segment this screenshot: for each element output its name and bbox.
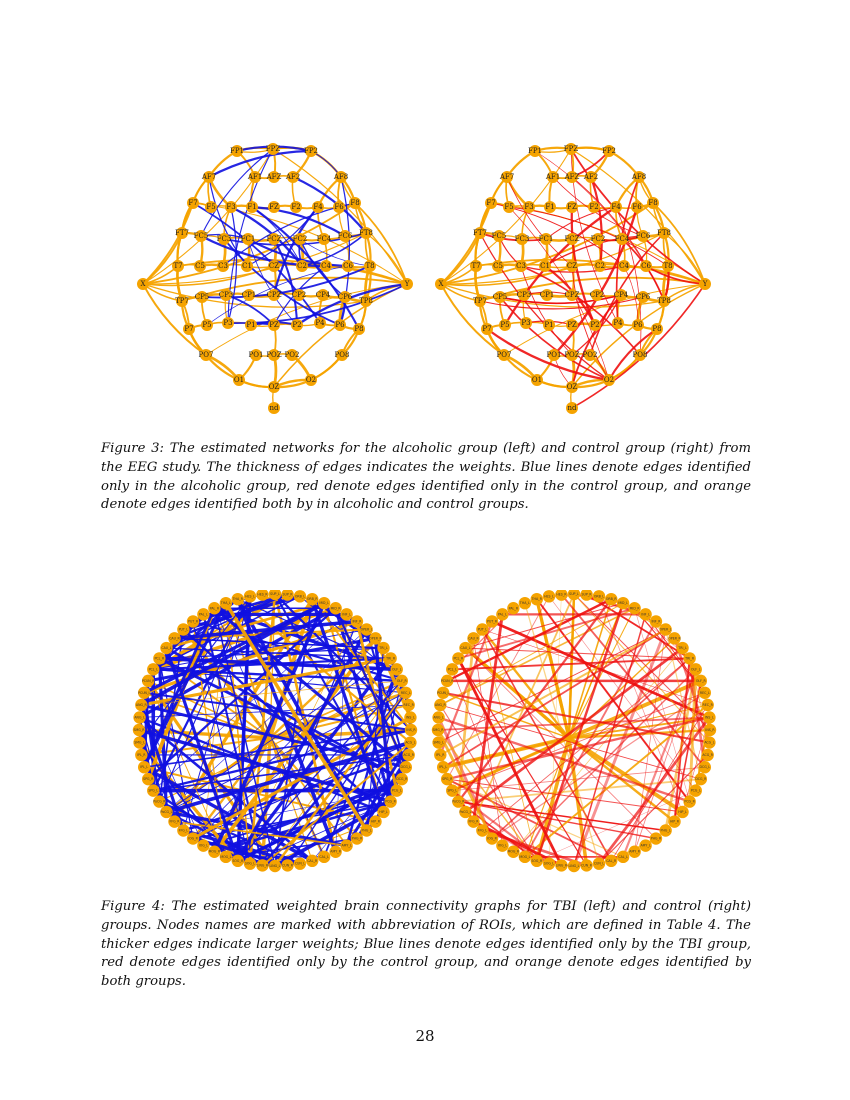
electrode-label: TP7	[175, 297, 189, 305]
roi-label: SPG_L	[447, 788, 458, 793]
electrode-label: F1	[247, 203, 257, 211]
roi-label: PAL_R	[508, 606, 519, 611]
electrode-label: FC5	[491, 232, 507, 240]
electrode-label: P6	[633, 321, 643, 329]
roi-label: CAU_L	[460, 646, 471, 651]
roi-label: ANG_L	[433, 715, 444, 720]
electrode-label: C5	[493, 262, 503, 270]
connectivity-circle-left	[133, 590, 417, 872]
electrode-label: F2	[291, 203, 301, 211]
electrode-label: FC3	[514, 235, 530, 243]
electrode-label: TP8	[657, 297, 671, 305]
electrode-label: OZ	[566, 383, 578, 391]
electrode-label: P4	[613, 319, 623, 327]
roi-label: IOG_R	[487, 836, 497, 841]
electrode-label: F4	[611, 203, 621, 211]
electrode-label: T7	[471, 262, 481, 270]
electrode-label: CP4	[613, 291, 629, 299]
electrode-label: AF8	[333, 173, 349, 181]
roi-label: IOG_R	[188, 836, 198, 841]
electrode-label: CP6	[635, 293, 651, 301]
roi-label: CAU_R	[468, 636, 479, 641]
electrode-label: AF1	[247, 173, 263, 181]
roi-label: ORB_L	[294, 594, 306, 599]
electrode-label: AF2	[285, 173, 301, 181]
roi-label: CAL_L	[618, 854, 628, 859]
electrode-label: FPZ	[563, 145, 579, 153]
roi-label: THA_L	[220, 601, 231, 606]
electrode-label: FC4	[316, 235, 332, 243]
roi-label: THA_R	[232, 597, 243, 602]
edges	[140, 147, 407, 408]
electrode-label: FP1	[527, 147, 543, 155]
roi-label: REC_L	[699, 690, 710, 695]
electrode-label: FC2	[590, 235, 606, 243]
electrode-label: PO2	[582, 351, 598, 359]
roi-label: CAL_L	[319, 854, 329, 859]
edges	[139, 594, 411, 866]
electrode-label: PO1	[248, 351, 264, 359]
electrode-label: P2	[590, 321, 600, 329]
electrode-label: F3	[226, 203, 236, 211]
roi-label: SMG_L	[433, 740, 444, 745]
electrode-label: FC5	[193, 232, 209, 240]
electrode-label: P4	[315, 319, 325, 327]
electrode-label: CPZ	[564, 291, 580, 299]
roi-label: PCUN_R	[141, 678, 155, 683]
roi-label: IOG_L	[198, 843, 209, 848]
roi-label: PCUN_R	[440, 678, 454, 683]
roi-label: AMY_L	[640, 843, 651, 848]
roi-label: ORB_R	[306, 597, 318, 602]
roi-label: INS_R	[406, 728, 416, 732]
roi-label: INF_L	[641, 612, 650, 617]
roi-label: REC_R	[403, 703, 414, 708]
electrode-label: P5	[500, 321, 510, 329]
roi-label: SMG_R	[133, 728, 145, 732]
roi-label: PUT_L	[477, 627, 488, 632]
roi-label: PHG_R	[650, 836, 662, 841]
roi-label: IPL_L	[140, 765, 149, 770]
electrode-label: TP8	[359, 297, 373, 305]
roi-label: PCG_R	[684, 799, 695, 804]
electrode-label: PO7	[198, 351, 214, 359]
roi-label: SOG_R	[531, 858, 543, 863]
connectivity-circle-right	[432, 590, 716, 872]
roi-label: PUT_R	[188, 619, 199, 624]
roi-label: THA_R	[531, 597, 542, 602]
roi-label: INS_L	[406, 715, 415, 720]
roi-label: SPG_R	[442, 777, 453, 782]
roi-label: SPG_R	[143, 777, 154, 782]
figure-4-caption: Figure 4: The estimated weighted brain connectivity graphs for TBI (left) and control (right) groups. Nodes names are marked with abbreviation of ROIs, which are defined in Table 4. The thicker edges indicate larger weights; Blue lines denote edges identified only by the TBI group, red denote edges identified only by the control group, and orange denote edges identified by both groups.	[101, 899, 751, 990]
electrode-label: Y	[702, 280, 708, 288]
electrode-label: AF1	[545, 173, 561, 181]
roi-label: CAU_R	[169, 636, 180, 641]
roi-label: IPL_R	[436, 752, 445, 757]
roi-label: OPER_R	[369, 636, 382, 641]
electrode-label: F6	[632, 203, 642, 211]
electrode-label: O2	[603, 376, 615, 384]
electrode-label: FZ	[567, 203, 577, 211]
roi-label: CUN_R	[282, 863, 293, 868]
roi-label: CUN_L	[593, 861, 605, 866]
electrode-label: C3	[516, 262, 526, 270]
roi-label: OPER_L	[659, 627, 672, 632]
figure-3-eeg-networks	[130, 135, 730, 425]
electrode-label: FC6	[337, 232, 353, 240]
electrode-label: PZ	[269, 321, 279, 329]
roi-label: PHG_L	[660, 828, 671, 833]
edges	[438, 594, 710, 866]
roi-label: PoCG_L	[160, 809, 173, 814]
electrode-label: FC1	[240, 235, 256, 243]
roi-label: CUN_R	[581, 863, 592, 868]
electrode-label: FT7	[175, 229, 189, 237]
electrode-label: FC3	[216, 235, 232, 243]
roi-label: TRI_L	[678, 646, 687, 651]
electrode-label: PZ	[567, 321, 577, 329]
electrode-label: T8	[365, 262, 375, 270]
roi-label: OPER_R	[668, 636, 681, 641]
roi-label: LING_R	[256, 863, 269, 868]
roi-label: DCG_L	[699, 765, 711, 770]
electrode-label: P5	[202, 321, 212, 329]
roi-label: THA_L	[519, 601, 530, 606]
roi-label: ACG_R	[702, 752, 714, 757]
roi-label: PoCG_R	[153, 799, 166, 804]
electrode-label: FT8	[657, 229, 671, 237]
roi-label: INF_R	[352, 619, 362, 624]
electrode-label: C1	[242, 262, 252, 270]
electrode-label: X	[140, 280, 146, 288]
roi-label: MID_R	[330, 606, 341, 611]
roi-label: MOG_L	[519, 854, 531, 859]
electrode-label: AF7	[499, 173, 515, 181]
electrode-label: F8	[350, 199, 360, 207]
electrode-label: FC4	[614, 235, 630, 243]
roi-label: MOG_R	[507, 849, 520, 854]
roi-label: INF_R	[651, 619, 661, 624]
electrode-label: CP1	[539, 291, 555, 299]
roi-label: HES_R	[257, 592, 268, 597]
roi-label: ANG_R	[135, 703, 147, 708]
roi-label: MOG_R	[208, 849, 221, 854]
roi-label: FFG_R	[468, 819, 479, 824]
roi-label: PoCG_R	[452, 799, 465, 804]
electrode-label: T8	[663, 262, 673, 270]
roi-label: HES_L	[544, 594, 554, 599]
roi-label: AMY_L	[341, 843, 352, 848]
electrode-label: FZ	[269, 203, 279, 211]
roi-label: MID_L	[319, 601, 329, 606]
electrode-label: F5	[206, 203, 216, 211]
electrode-label: AFZ	[266, 173, 282, 181]
roi-label: ANG_L	[134, 715, 145, 720]
roi-label: HIP_R	[370, 819, 381, 824]
electrode-label: FP2	[601, 147, 617, 155]
electrode-label: FP1	[229, 147, 245, 155]
roi-label: PUT_L	[178, 627, 189, 632]
roi-label: PoCG_L	[459, 809, 472, 814]
electrode-label: nd	[567, 404, 577, 412]
electrode-label: C2	[297, 262, 307, 270]
roi-label: SPG_L	[148, 788, 159, 793]
electrode-label: CZ	[566, 262, 578, 270]
roi-label: HIP_R	[669, 819, 680, 824]
roi-label: ORB_R	[605, 597, 617, 602]
roi-label: LING_L	[568, 864, 580, 868]
electrode-label: CPZ	[266, 291, 282, 299]
electrode-label: P3	[223, 319, 233, 327]
roi-label: HES_L	[245, 594, 255, 599]
electrode-label: POZ	[564, 351, 580, 359]
roi-label: LING_L	[269, 864, 281, 868]
roi-label: MID_R	[629, 606, 640, 611]
roi-label: PUT_R	[487, 619, 498, 624]
electrode-label: POZ	[266, 351, 282, 359]
electrode-label: CZ	[268, 262, 280, 270]
roi-label: PHG_L	[361, 828, 372, 833]
roi-label: INS_L	[705, 715, 714, 720]
electrode-label: O1	[233, 376, 245, 384]
roi-label: ORB_L	[593, 594, 605, 599]
roi-label: CUN_L	[294, 861, 306, 866]
electrode-label: C6	[641, 262, 651, 270]
electrode-label: O1	[531, 376, 543, 384]
roi-label: SOG_R	[232, 858, 244, 863]
eeg-network-left	[137, 143, 413, 414]
electrode-label: O2	[305, 376, 317, 384]
electrode-label: P1	[544, 321, 554, 329]
roi-label: PCUN_L	[138, 690, 151, 695]
electrode-label: F7	[486, 199, 496, 207]
page-number: 28	[415, 1027, 435, 1045]
roi-label: PHG_R	[351, 836, 363, 841]
roi-label: IOG_L	[497, 843, 508, 848]
roi-label: INF_L	[342, 612, 351, 617]
roi-label: REC_L	[400, 690, 411, 695]
electrode-label: FCZ	[564, 235, 580, 243]
electrode-label: F4	[313, 203, 323, 211]
electrode-label: AF8	[631, 173, 647, 181]
edge	[297, 284, 407, 325]
roi-label: HES_R	[556, 592, 567, 597]
roi-label: ANG_R	[434, 703, 446, 708]
electrode-label: P7	[482, 325, 492, 333]
electrode-label: F8	[648, 199, 658, 207]
electrode-label: AF2	[583, 173, 599, 181]
electrode-label: CP4	[315, 291, 331, 299]
roi-label: OLF_L	[690, 667, 701, 672]
roi-label: MID_L	[618, 601, 628, 606]
electrode-label: P3	[521, 319, 531, 327]
roi-label: TRI_R	[386, 656, 396, 661]
roi-label: ACG_L	[405, 740, 416, 745]
roi-label: FFG_L	[178, 828, 189, 833]
electrode-label: CP1	[241, 291, 257, 299]
electrode-label: FP2	[303, 147, 319, 155]
roi-label: SUP_L	[270, 592, 280, 596]
roi-label: PCL_R	[453, 656, 464, 661]
roi-label: DCG_L	[400, 765, 412, 770]
electrode-label: AFZ	[564, 173, 580, 181]
roi-label: IPL_R	[137, 752, 146, 757]
electrode-label: C2	[595, 262, 605, 270]
electrode-label: FC1	[538, 235, 554, 243]
electrode-label: F2	[589, 203, 599, 211]
electrode-label: PO8	[334, 351, 350, 359]
roi-label: HIP_L	[379, 809, 388, 814]
roi-label: PCL_R	[154, 656, 165, 661]
electrode-label: F3	[524, 203, 534, 211]
roi-label: AMY_R	[629, 849, 640, 854]
roi-label: SUP_L	[569, 592, 579, 596]
electrode-label: P8	[652, 325, 662, 333]
electrode-label: C6	[343, 262, 353, 270]
roi-label: SOG_L	[244, 861, 256, 866]
eeg-network-right	[435, 143, 711, 414]
roi-label: REC_R	[702, 703, 713, 708]
electrode-label: CP5	[194, 293, 210, 301]
roi-label: OLF_R	[695, 678, 706, 683]
roi-label: HIP_L	[678, 809, 687, 814]
roi-label: AMY_R	[330, 849, 341, 854]
roi-label: OPER_L	[360, 627, 373, 632]
electrode-label: PO8	[632, 351, 648, 359]
roi-label: SOG_L	[543, 861, 555, 866]
roi-label: DCG_R	[695, 777, 707, 782]
roi-label: CAL_R	[307, 858, 318, 863]
roi-label: CAL_R	[606, 858, 617, 863]
electrode-label: FCZ	[266, 235, 282, 243]
electrode-label: FT7	[473, 229, 487, 237]
roi-label: FFG_R	[169, 819, 180, 824]
roi-label: DCG_R	[396, 777, 408, 782]
electrode-label: X	[438, 280, 444, 288]
roi-label: ACG_R	[403, 752, 415, 757]
roi-label: SMG_R	[432, 728, 444, 732]
roi-label: SUP_R	[581, 592, 592, 597]
electrode-label: F6	[334, 203, 344, 211]
electrode-label: FC2	[292, 235, 308, 243]
roi-label: PCL_L	[447, 667, 457, 672]
electrode-label: P6	[335, 321, 345, 329]
electrode-label: C5	[195, 262, 205, 270]
roi-label: PCG_R	[385, 799, 396, 804]
electrode-label: CP3	[516, 291, 532, 299]
electrode-label: FC6	[635, 232, 651, 240]
roi-label: CAU_L	[161, 646, 172, 651]
roi-label: SMG_L	[134, 740, 145, 745]
roi-label: TRI_L	[379, 646, 388, 651]
roi-label: OLF_L	[391, 667, 402, 672]
electrode-label: TP7	[473, 297, 487, 305]
electrode-label: P7	[184, 325, 194, 333]
roi-label: PAL_L	[198, 612, 208, 617]
electrode-label: AF7	[201, 173, 217, 181]
roi-label: PCUN_L	[437, 690, 450, 695]
electrode-label: PO2	[284, 351, 300, 359]
roi-label: TRI_R	[685, 656, 695, 661]
electrode-label: C1	[540, 262, 550, 270]
roi-label: INS_R	[705, 728, 715, 732]
electrode-label: CP6	[337, 293, 353, 301]
electrode-label: CP2	[589, 291, 605, 299]
electrode-label: P2	[292, 321, 302, 329]
edge	[572, 284, 705, 408]
electrode-label: P8	[354, 325, 364, 333]
roi-label: PAL_L	[497, 612, 507, 617]
electrode-label: C3	[218, 262, 228, 270]
electrode-label: F5	[504, 203, 514, 211]
electrode-label: T7	[173, 262, 183, 270]
roi-label: PAL_R	[209, 606, 220, 611]
roi-label: LING_R	[555, 863, 568, 868]
electrode-label: F7	[188, 199, 198, 207]
electrode-label: Y	[404, 280, 410, 288]
roi-label: OLF_R	[396, 678, 407, 683]
electrode-label: nd	[269, 404, 279, 412]
electrode-label: F1	[545, 203, 555, 211]
electrode-label: CP2	[291, 291, 307, 299]
edges	[438, 148, 705, 408]
electrode-label: PO7	[496, 351, 512, 359]
electrode-label: P1	[246, 321, 256, 329]
figure-3-caption: Figure 3: The estimated networks for the alcoholic group (left) and control group (right) from the EEG study. The thickness of edges indicates the weights. Blue lines denote edges identified only in the alcoholic group, red denote edges identified only in the control group, and orange denote edges identified both by in alcoholic and control groups.	[101, 441, 751, 513]
roi-label: MOG_L	[220, 854, 232, 859]
roi-label: PCG_L	[690, 788, 701, 793]
electrode-label: CP3	[218, 291, 234, 299]
electrode-label: FPZ	[265, 145, 281, 153]
roi-label: PCG_L	[391, 788, 402, 793]
roi-label: SUP_R	[282, 592, 293, 597]
figure-4-brain-connectivity	[130, 590, 730, 880]
electrode-label: CP5	[492, 293, 508, 301]
electrode-label: FT8	[359, 229, 373, 237]
electrode-label: C4	[321, 262, 331, 270]
electrode-label: PO1	[546, 351, 562, 359]
roi-label: ACG_L	[704, 740, 715, 745]
roi-label: FFG_L	[477, 828, 488, 833]
roi-label: PCL_L	[148, 667, 158, 672]
electrode-label: C4	[619, 262, 629, 270]
electrode-label: OZ	[268, 383, 280, 391]
roi-label: IPL_L	[439, 765, 448, 770]
